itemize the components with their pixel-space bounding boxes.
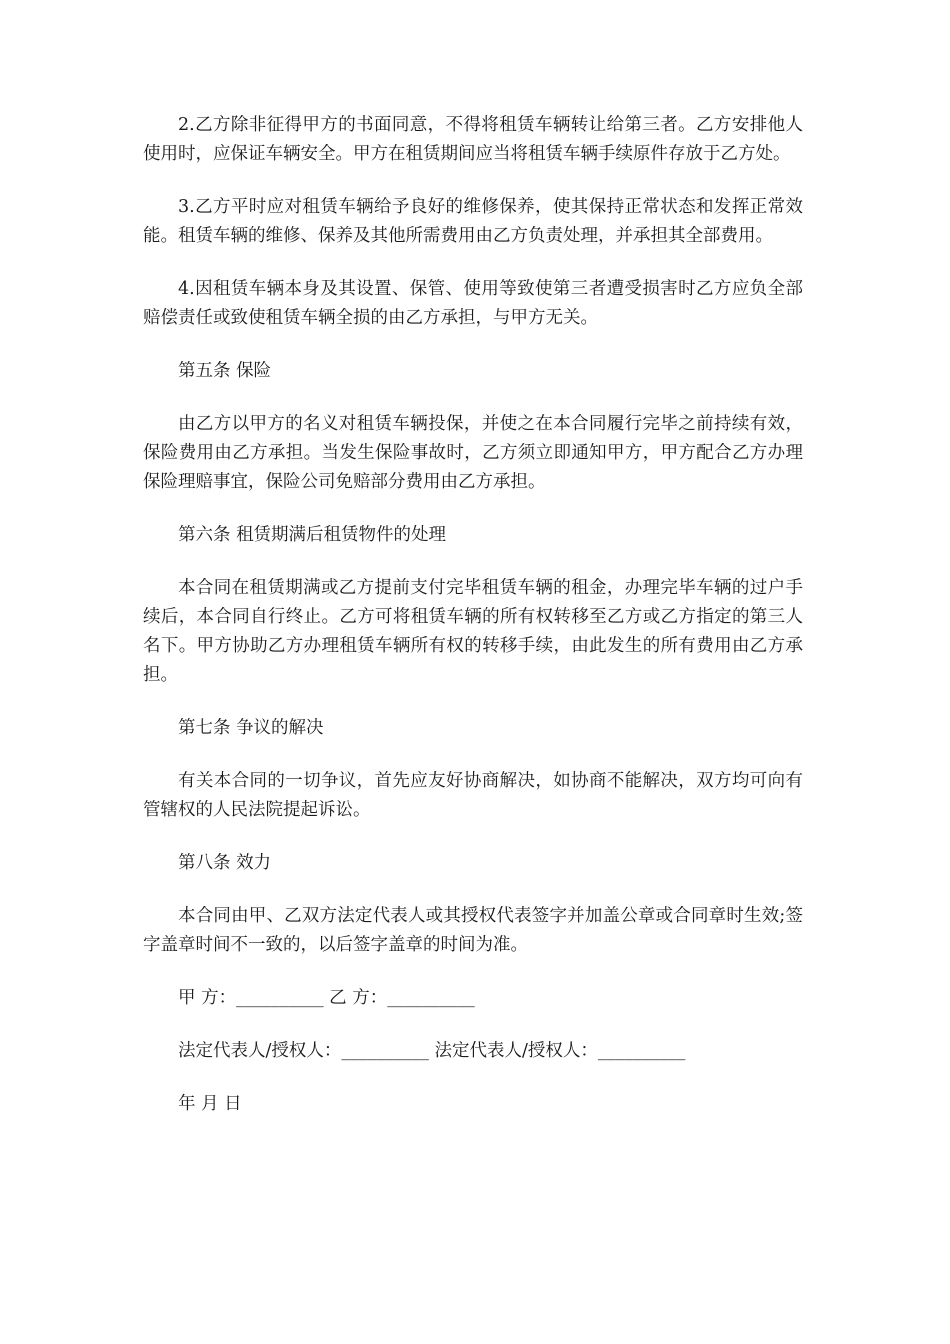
article-5-heading: 第五条 保险	[178, 361, 272, 381]
article-7-heading: 第七条 争议的解决	[178, 718, 324, 738]
article-6-heading: 第六条 租赁期满后租赁物件的处理	[178, 525, 447, 545]
clause-2: 2.乙方除非征得甲方的书面同意，不得将租赁车辆转让给第三者。乙方安排他人使用时，应保证车辆安全。甲方在租赁期间应当将租赁车辆手续原件存放于乙方处。	[143, 115, 803, 164]
article-5-body: 由乙方以甲方的名义对租赁车辆投保，并使之在本合同履行完毕之前持续有效，保险费用由乙方承担。当发生保险事故时，乙方须立即通知甲方，甲方配合乙方办理保险理赔事宜，保险公司免赔部分费用由乙方承担。	[143, 414, 803, 492]
representatives-signature-line: 法定代表人/授权人：__________ 法定代表人/授权人：__________	[178, 1041, 686, 1061]
article-8-heading: 第八条 效力	[178, 853, 272, 873]
date-line: 年 月 日	[178, 1094, 242, 1114]
article-8-body: 本合同由甲、乙双方法定代表人或其授权代表签字并加盖公章或合同章时生效;签字盖章时间不一致的，以后签字盖章的时间为准。	[143, 906, 803, 955]
article-7-body: 有关本合同的一切争议，首先应友好协商解决，如协商不能解决，双方均可向有管辖权的人民法院提起诉讼。	[143, 771, 803, 820]
parties-signature-line: 甲 方：__________ 乙 方：__________	[178, 988, 475, 1008]
clause-3: 3.乙方平时应对租赁车辆给予良好的维修保养，使其保持正常状态和发挥正常效能。租赁车辆的维修、保养及其他所需费用由乙方负责处理，并承担其全部费用。	[143, 197, 803, 246]
clause-4: 4.因租赁车辆本身及其设置、保管、使用等致使第三者遭受损害时乙方应负全部赔偿责任或致使租赁车辆全损的由乙方承担，与甲方无关。	[143, 279, 803, 328]
contract-body	[143, 111, 803, 1143]
article-6-body: 本合同在租赁期满或乙方提前支付完毕租赁车辆的租金，办理完毕车辆的过户手续后，本合同自行终止。乙方可将租赁车辆的所有权转移至乙方或乙方指定的第三人名下。甲方协助乙方办理租赁车辆所有权的转移手续，由此发生的所有费用由乙方承担。	[143, 578, 803, 685]
